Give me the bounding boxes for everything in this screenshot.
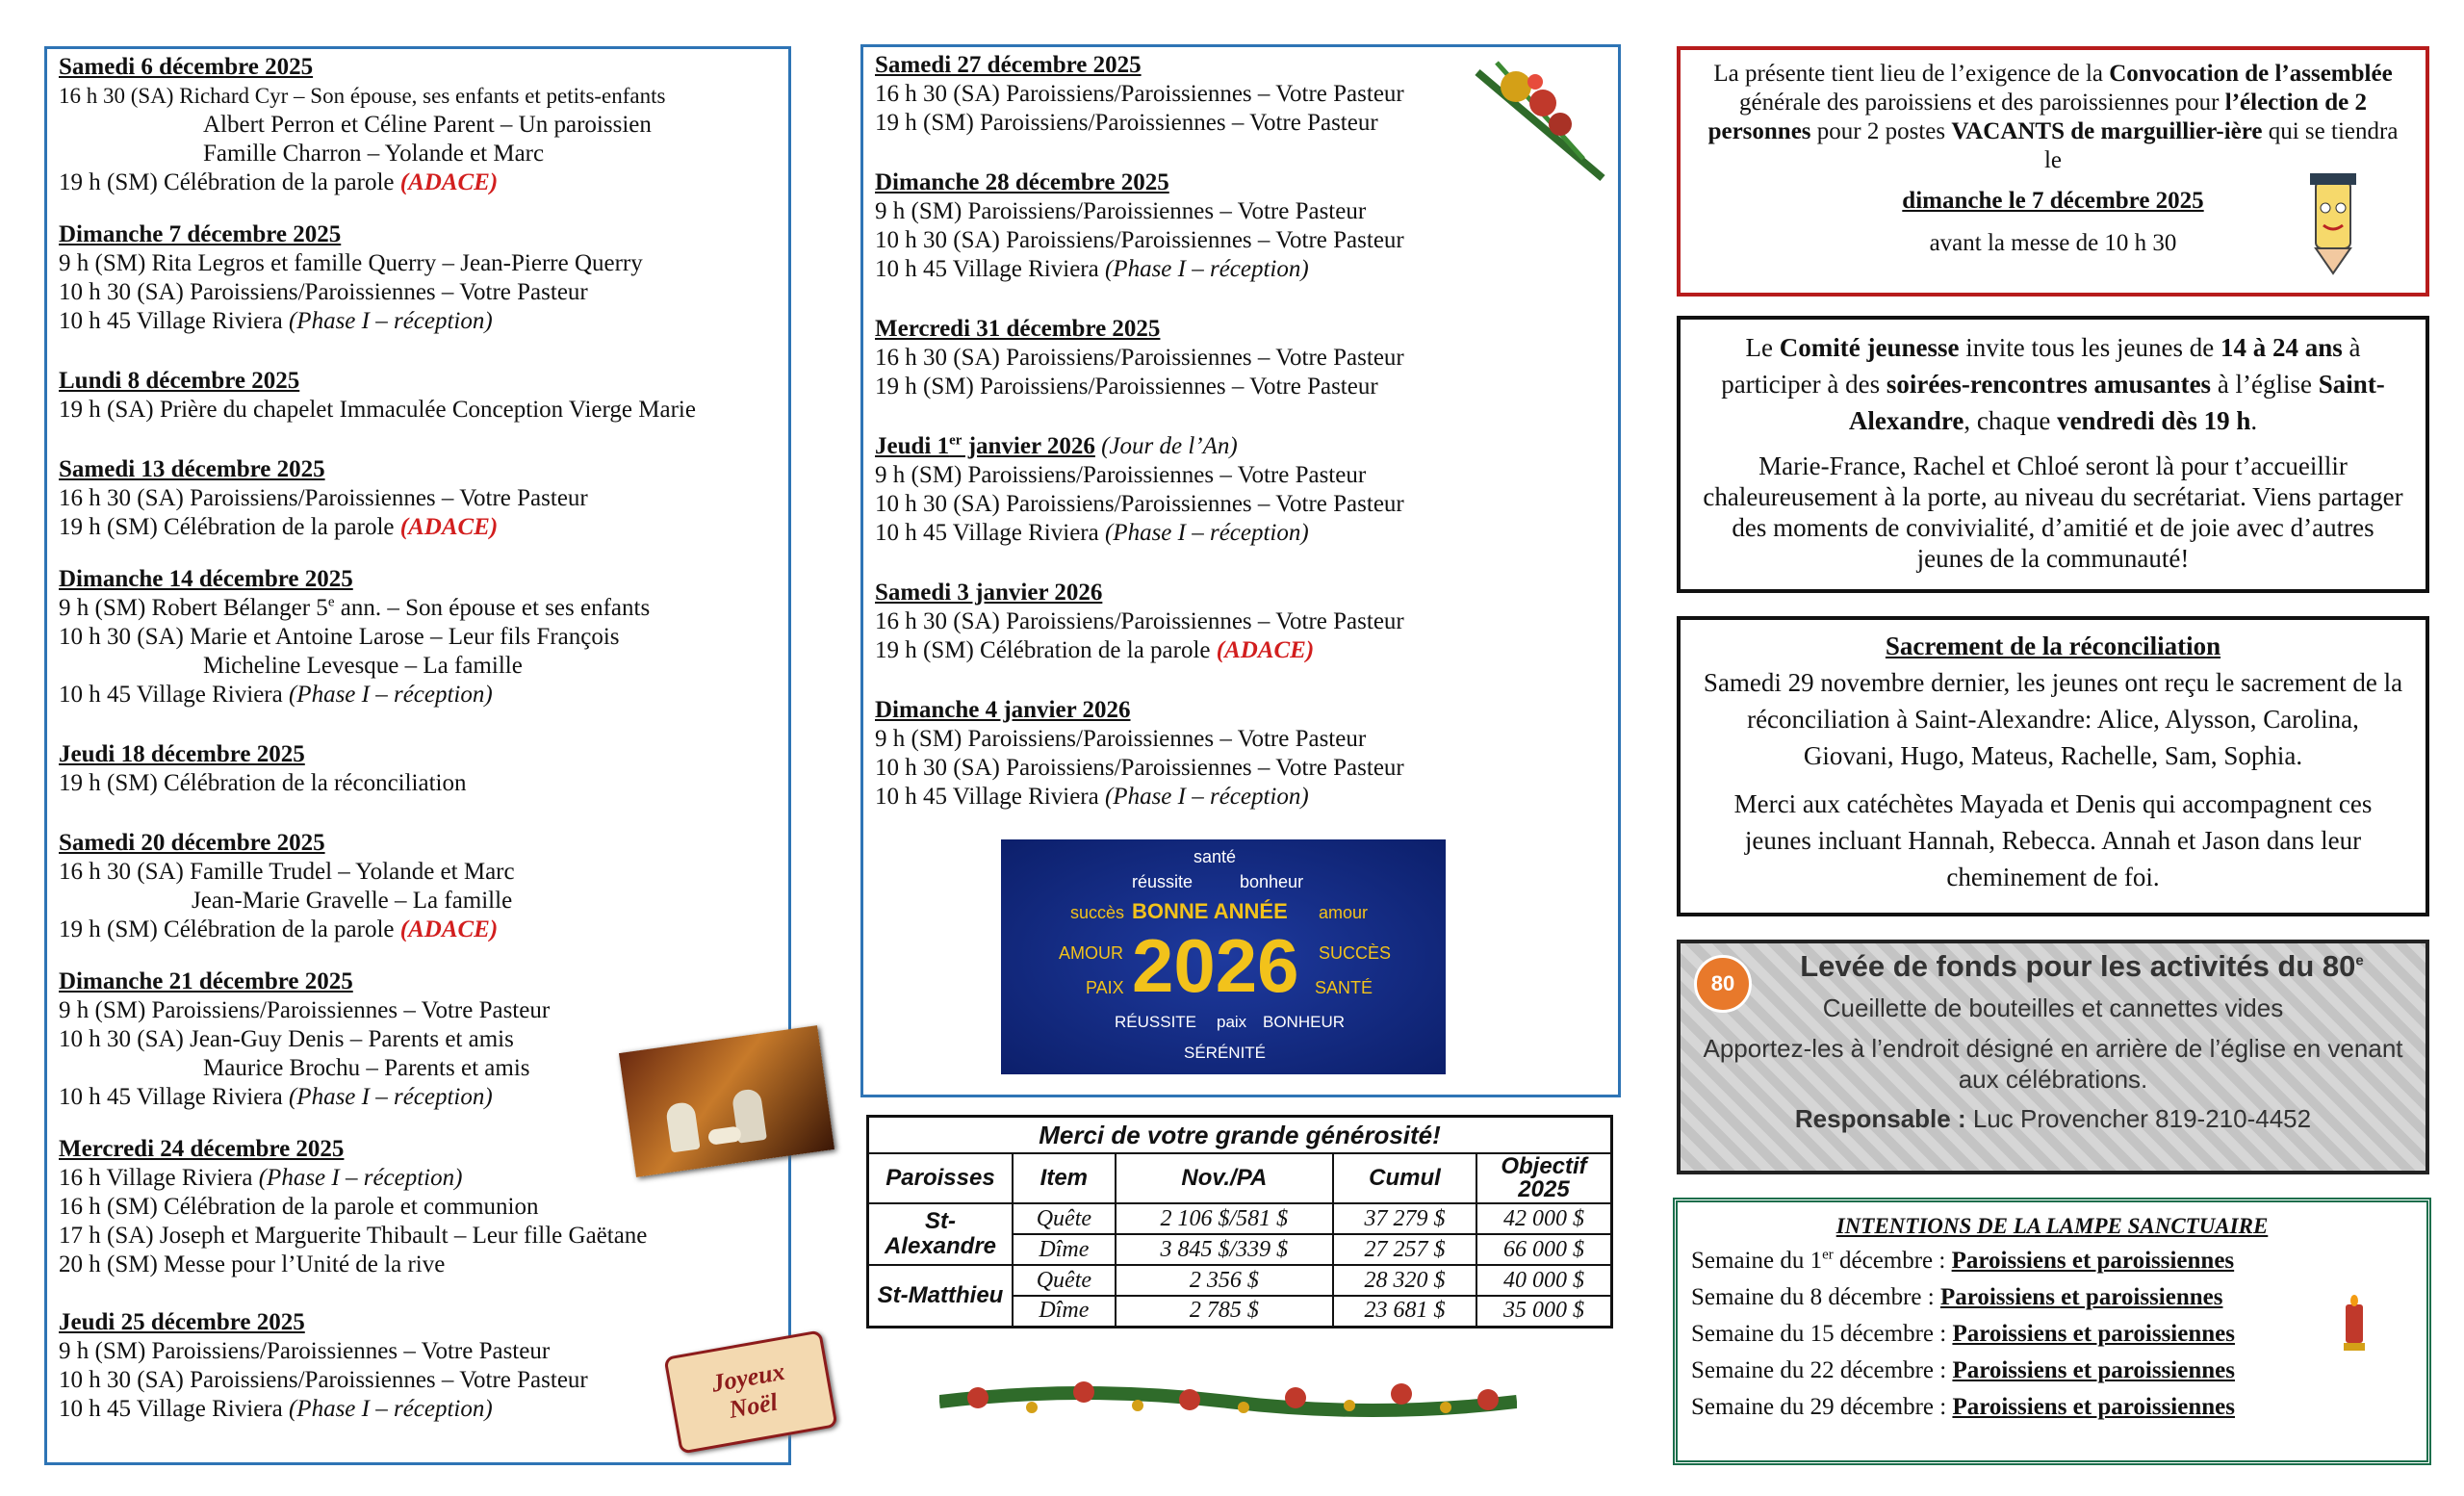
nativity-image: [619, 1025, 834, 1177]
lampe-week: Semaine du 1er décembre : Paroissiens et paroissiennes: [1691, 1247, 2235, 1274]
table-cell: 35 000 $: [1476, 1296, 1612, 1327]
lampe-week: Semaine du 22 décembre : Paroissiens et paroissiennes: [1691, 1357, 2235, 1383]
schedule-line: 19 h (SM) Célébration de la réconciliation: [59, 770, 467, 796]
bonne-annee-card: [1001, 839, 1446, 1074]
schedule-line: 9 h (SM) Paroissiens/Paroissiennes – Votre Pasteur: [875, 198, 1367, 224]
schedule-line: 16 h 30 (SA) Richard Cyr – Son épouse, ses enfants et petits-enfants: [59, 84, 666, 108]
schedule-line: 10 h 45 Village Riviera (Phase I – réception): [59, 1396, 493, 1422]
schedule-line: 9 h (SM) Paroissiens/Paroissiennes – Votre Pasteur: [875, 726, 1367, 752]
card-word: bonheur: [1240, 872, 1304, 891]
convocation-date: dimanche le 7 décembre 2025: [1902, 188, 2204, 214]
date-heading: Mercredi 31 décembre 2025: [875, 316, 1161, 342]
lampe-title: INTENTIONS DE LA LAMPE SANCTUAIRE: [1835, 1214, 2269, 1238]
table-cell: 23 681 $: [1333, 1296, 1476, 1327]
card-word: BONNE ANNÉE: [1132, 899, 1288, 923]
schedule-line: 10 h 30 (SA) Paroissiens/Paroissiennes – Votre Pasteur: [875, 227, 1404, 253]
date-heading: Dimanche 21 décembre 2025: [59, 968, 353, 994]
schedule-line: 10 h 45 Village Riviera (Phase I – réception): [59, 682, 493, 708]
fundraiser-contact: Responsable : Luc Provencher 819-210-4452: [1794, 1104, 2312, 1133]
schedule-line: 10 h 45 Village Riviera (Phase I – réception): [875, 520, 1309, 546]
card-word: RÉUSSITE: [1115, 1013, 1197, 1031]
schedule-line: 10 h 45 Village Riviera (Phase I – réception): [59, 308, 493, 334]
card-word: SANTÉ: [1315, 978, 1373, 997]
table-cell: 3 845 $/339 $: [1116, 1234, 1333, 1265]
schedule-line: 16 h Village Riviera (Phase I – réception): [59, 1165, 463, 1191]
schedule-line: 19 h (SM) Célébration de la parole (ADACE): [59, 514, 499, 540]
table-cell: Quête: [1013, 1265, 1116, 1296]
schedule-line: 10 h 45 Village Riviera (Phase I – réception): [875, 256, 1309, 282]
sacrement-thanks: Merci aux catéchètes Mayada et Denis qui accompagnent ces jeunes incluant Hannah, Rebecca. Annah et Jason dans leur cheminement de foi.: [1733, 789, 2373, 891]
fundraiser-notice: [1677, 940, 2429, 1174]
fundraiser-line: Cueillette de bouteilles et cannettes vides: [1822, 993, 2284, 1022]
schedule-line: Jean-Marie Gravelle – La famille: [192, 888, 513, 914]
lampe-week: Semaine du 15 décembre : Paroissiens et paroissiennes: [1691, 1321, 2235, 1347]
table-header: Paroisses: [868, 1153, 1014, 1203]
date-heading: Samedi 13 décembre 2025: [59, 456, 325, 482]
table-cell: Quête: [1013, 1203, 1116, 1234]
christmas-garland-icon: [939, 1365, 1517, 1436]
card-word: PAIX: [1086, 978, 1124, 997]
schedule-line: Albert Perron et Céline Parent – Un paroissien: [203, 112, 652, 138]
schedule-line: 9 h (SM) Robert Bélanger 5e ann. – Son épouse et ses enfants: [59, 594, 651, 621]
schedule-line: Maurice Brochu – Parents et amis: [203, 1055, 530, 1081]
convocation-notice: [1677, 46, 2429, 297]
schedule-line: 19 h (SM) Célébration de la parole (ADACE): [875, 637, 1315, 663]
card-word: santé: [1194, 847, 1237, 866]
schedule-line: 19 h (SM) Célébration de la parole (ADACE): [59, 916, 499, 942]
table-header: Nov./PA: [1116, 1153, 1333, 1203]
comite-jeunesse-notice: [1677, 316, 2429, 593]
date-heading: Mercredi 24 décembre 2025: [59, 1136, 345, 1162]
schedule-line: 10 h 30 (SA) Paroissiens/Paroissiennes – Votre Pasteur: [59, 1367, 588, 1393]
schedule-line: 10 h 45 Village Riviera (Phase I – réception): [59, 1084, 493, 1110]
date-heading: Dimanche 14 décembre 2025: [59, 566, 353, 592]
christmas-ornament-icon: [1468, 53, 1612, 197]
date-heading: Samedi 20 décembre 2025: [59, 830, 325, 856]
card-word: BONHEUR: [1263, 1013, 1346, 1031]
date-heading: Jeudi 25 décembre 2025: [59, 1309, 305, 1335]
joyeux-noel-text: Joyeux Noël: [709, 1356, 787, 1424]
date-heading: Dimanche 4 janvier 2026: [875, 697, 1131, 723]
schedule-line: 19 h (SM) Célébration de la parole (ADACE): [59, 169, 499, 195]
pencil-mascot-icon: [2295, 171, 2372, 277]
schedule-line: 16 h (SM) Célébration de la parole et communion: [59, 1194, 539, 1220]
card-word: SÉRÉNITÉ: [1184, 1044, 1267, 1062]
schedule-line: 16 h 30 (SA) Paroissiens/Paroissiennes – Votre Pasteur: [59, 485, 588, 511]
table-header: Item: [1013, 1153, 1116, 1203]
card-word: AMOUR: [1059, 943, 1123, 963]
jeunesse-invite: Le Comité jeunesse invite tous les jeunes de 14 à 24 ans à participer à des soirées-rencontres amusantes à l’église Saint-Alexandre, chaque vendredi dès 19 h.: [1721, 333, 2385, 435]
schedule-line: 19 h (SM) Paroissiens/Paroissiennes – Votre Pasteur: [875, 110, 1378, 136]
table-cell: 40 000 $: [1476, 1265, 1612, 1296]
table-cell: Dîme: [1013, 1296, 1116, 1327]
schedule-line: 16 h 30 (SA) Paroissiens/Paroissiennes – Votre Pasteur: [875, 608, 1404, 634]
table-cell: 2 356 $: [1116, 1265, 1333, 1296]
schedule-line: 10 h 30 (SA) Paroissiens/Paroissiennes – Votre Pasteur: [59, 279, 588, 305]
schedule-line: 10 h 30 (SA) Paroissiens/Paroissiennes – Votre Pasteur: [875, 491, 1404, 517]
schedule-december-column: [44, 46, 791, 1465]
parish-cell: St-Matthieu: [868, 1265, 1014, 1327]
convocation-time: avant la messe de 10 h 30: [1929, 230, 2177, 256]
card-word: amour: [1319, 903, 1369, 922]
schedule-line: 20 h (SM) Messe pour l’Unité de la rive: [59, 1251, 446, 1277]
schedule-line: 16 h 30 (SA) Paroissiens/Paroissiennes – Votre Pasteur: [875, 345, 1404, 371]
lampe-week: Semaine du 29 décembre : Paroissiens et paroissiennes: [1691, 1394, 2235, 1420]
date-heading: Samedi 3 janvier 2026: [875, 580, 1103, 606]
table-title: Merci de votre grande générosité!: [868, 1117, 1612, 1154]
table-header: Objectif 2025: [1476, 1153, 1612, 1203]
table-cell: 66 000 $: [1476, 1234, 1612, 1265]
date-heading: Samedi 6 décembre 2025: [59, 54, 314, 80]
lampe-sanctuaire-notice: [1673, 1198, 2431, 1465]
table-cell: 28 320 $: [1333, 1265, 1476, 1296]
card-year: 2026: [1132, 923, 1299, 1008]
lampe-week: Semaine du 8 décembre : Paroissiens et paroissiennes: [1691, 1284, 2223, 1310]
schedule-line: 9 h (SM) Paroissiens/Paroissiennes – Votre Pasteur: [875, 462, 1367, 488]
80th-logo-icon: 80: [1694, 955, 1752, 1013]
date-heading: Dimanche 7 décembre 2025: [59, 221, 342, 247]
table-header: Cumul: [1333, 1153, 1476, 1203]
sanctuary-lamp-icon: [2340, 1295, 2369, 1356]
schedule-line: 9 h (SM) Paroissiens/Paroissiennes – Votre Pasteur: [59, 997, 551, 1023]
fundraiser-line: Apportez-les à l’endroit désigné en arrière de l’église en venant aux célébrations.: [1703, 1034, 2403, 1094]
schedule-line: 9 h (SM) Paroissiens/Paroissiennes – Votre Pasteur: [59, 1338, 551, 1364]
schedule-line: 16 h 30 (SA) Paroissiens/Paroissiennes – Votre Pasteur: [875, 81, 1404, 107]
date-heading: Lundi 8 décembre 2025: [59, 368, 300, 394]
fundraiser-title: Levée de fonds pour les activités du 80e: [1800, 949, 2364, 983]
table-cell: 27 257 $: [1333, 1234, 1476, 1265]
date-heading: Jeudi 18 décembre 2025: [59, 741, 305, 767]
schedule-line: 10 h 30 (SA) Marie et Antoine Larose – Leur fils François: [59, 624, 620, 650]
schedule-line: Micheline Levesque – La famille: [203, 653, 523, 679]
schedule-line: Famille Charron – Yolande et Marc: [203, 141, 545, 167]
schedule-line: 10 h 45 Village Riviera (Phase I – réception): [875, 784, 1309, 810]
schedule-line: 17 h (SA) Joseph et Marguerite Thibault – Leur fille Gaëtane: [59, 1223, 648, 1249]
table-cell: 2 106 $/581 $: [1116, 1203, 1333, 1234]
card-word: réussite: [1132, 872, 1194, 891]
schedule-line: 19 h (SA) Prière du chapelet Immaculée Conception Vierge Marie: [59, 397, 696, 423]
date-heading: Samedi 27 décembre 2025: [875, 52, 1142, 78]
schedule-line: 16 h 30 (SA) Famille Trudel – Yolande et Marc: [59, 859, 515, 885]
schedule-line: 9 h (SM) Rita Legros et famille Querry – Jean-Pierre Querry: [59, 250, 643, 276]
card-word: succès: [1070, 903, 1125, 922]
sacrement-paragraph: Samedi 29 novembre dernier, les jeunes ont reçu le sacrement de la réconciliation à Saint-Alexandre: Alice, Alysson, Carolina, Giovani, Hugo, Mateus, Rachelle, Sam, Sophia.: [1703, 668, 2403, 770]
parish-cell: St-Alexandre: [868, 1203, 1014, 1265]
table-cell: 2 785 $: [1116, 1296, 1333, 1327]
schedule-line: 10 h 30 (SA) Jean-Guy Denis – Parents et amis: [59, 1026, 514, 1052]
table-cell: 37 279 $: [1333, 1203, 1476, 1234]
card-word: paix: [1217, 1013, 1247, 1031]
schedule-line: 19 h (SM) Paroissiens/Paroissiennes – Votre Pasteur: [875, 374, 1378, 400]
sacrement-title: Sacrement de la réconciliation: [1885, 632, 2221, 660]
convocation-text: La présente tient lieu de l’exigence de la Convocation de l’assemblée générale des paroissiens et des paroissiennes pour l’élection de 2 personnes pour 2 postes VACANTS de marguillier-ière qui se tiendra le: [1707, 61, 2399, 173]
schedule-line: 10 h 30 (SA) Paroissiens/Paroissiennes – Votre Pasteur: [875, 755, 1404, 781]
joyeux-noel-tag: [663, 1329, 837, 1454]
jeunesse-details: Marie-France, Rachel et Chloé seront là pour t’accueillir chaleureusement à la porte, au niveau du secrétariat. Viens partager des moments de convivialité, d’amitié et de joie avec d’autres jeunes de la communauté!: [1703, 451, 2403, 573]
table-cell: Dîme: [1013, 1234, 1116, 1265]
date-heading: Dimanche 28 décembre 2025: [875, 169, 1169, 195]
date-heading: Jeudi 1er janvier 2026 (Jour de l’An): [875, 432, 1238, 459]
card-word: SUCCÈS: [1319, 943, 1392, 963]
donations-table: [866, 1115, 1613, 1328]
sacrement-reconciliation-notice: [1677, 616, 2429, 916]
table-cell: 42 000 $: [1476, 1203, 1612, 1234]
